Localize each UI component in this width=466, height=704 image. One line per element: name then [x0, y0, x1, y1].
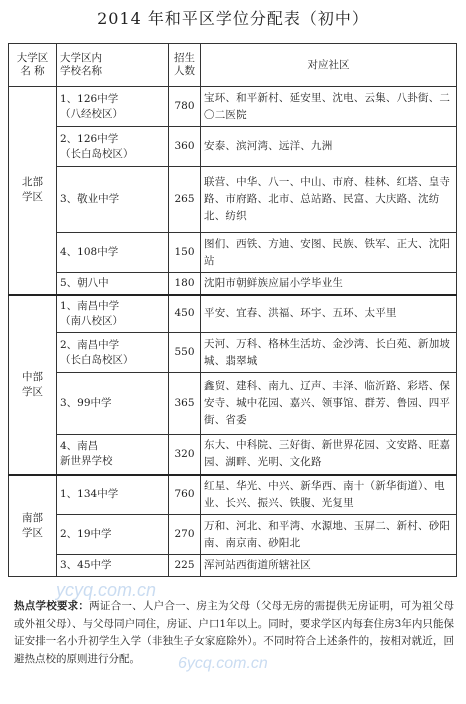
page-title: 2014 年和平区学位分配表（初中） — [97, 9, 369, 28]
table-header-row — [9, 44, 457, 87]
school-name: 3、敬业中学 — [57, 167, 169, 233]
header-school: 大学区内 学校名称 — [57, 44, 169, 87]
community-list: 图们、西铁、方迪、安图、民族、铁军、正大、沈阳站 — [201, 233, 457, 273]
district-south: 南部 学区 — [9, 475, 57, 577]
header-community: 对应社区 — [201, 44, 457, 87]
table-row — [9, 295, 457, 333]
school-name: 2、19中学 — [57, 515, 169, 555]
community-list: 天河、万科、格林生活坊、金沙湾、长白苑、新加坡城、翡翠城 — [201, 333, 457, 373]
enroll-count: 270 — [169, 515, 201, 555]
enroll-count: 265 — [169, 167, 201, 233]
school-name: 3、45中学 — [57, 555, 169, 577]
school-name: 5、朝八中 — [57, 273, 169, 295]
school-name: 1、134中学 — [57, 475, 169, 515]
table-row — [9, 435, 457, 475]
enroll-count: 450 — [169, 295, 201, 333]
note-label: 热点学校要求： — [14, 600, 90, 612]
allocation-table — [8, 43, 457, 577]
enroll-count: 365 — [169, 373, 201, 435]
community-list: 平安、宜春、洪福、环宇、五环、太平里 — [201, 295, 457, 333]
enroll-count: 180 — [169, 273, 201, 295]
table-row — [9, 167, 457, 233]
table-row — [9, 475, 457, 515]
school-name: 2、126中学 （长白岛校区） — [57, 127, 169, 167]
enroll-count: 320 — [169, 435, 201, 475]
community-list: 鑫贸、建科、南九、辽声、丰泽、临沂路、彩塔、保安寺、城中花园、嘉兴、领事馆、群芳、鲁园、四平街、省委 — [201, 373, 457, 435]
school-name: 4、108中学 — [57, 233, 169, 273]
enroll-count: 225 — [169, 555, 201, 577]
header-enroll: 招生 人数 — [169, 44, 201, 87]
enroll-count: 760 — [169, 475, 201, 515]
table-row — [9, 373, 457, 435]
watermark-top: ycyq.com.cn — [56, 580, 157, 600]
community-list: 沈阳市朝鲜族应届小学毕业生 — [201, 273, 457, 295]
school-name: 2、南昌中学 （长白岛校区） — [57, 333, 169, 373]
school-name: 1、南昌中学 （南八校区） — [57, 295, 169, 333]
district-north: 北部 学区 — [9, 87, 57, 295]
table-row — [9, 515, 457, 555]
community-list: 红星、华光、中兴、新华西、南十（新华街道）、电业、长兴、振兴、铁腹、光复里 — [201, 475, 457, 515]
school-name: 4、南昌 新世界学校 — [57, 435, 169, 475]
table-row — [9, 333, 457, 373]
school-name: 1、126中学 （八经校区） — [57, 87, 169, 127]
table-row — [9, 233, 457, 273]
table-row — [9, 555, 457, 577]
enroll-count: 150 — [169, 233, 201, 273]
watermark-bottom: 6ycq.com.cn — [178, 655, 268, 672]
note-text: 两证合一、人户合一、房主为父母（父母无房的需提供无房证明，可为祖父母或外祖父母）、与父母同户同住，房证、户口1年以上。同时，要求学区内每套住房3年内只能保证安排一名小升初学生入学（非独生子女家庭除外）。不同时符合上述条件的，按相对就近，回避热点校的原则进行分配。 — [14, 600, 455, 665]
header-district: 大学区 名 称 — [9, 44, 57, 87]
table-row — [9, 87, 457, 127]
community-list: 联营、中华、八一、中山、市府、桂林、红塔、皇寺路、市府路、北市、总站路、民富、大庆路、沈纺北、纺织 — [201, 167, 457, 233]
enroll-count: 780 — [169, 87, 201, 127]
enroll-count: 360 — [169, 127, 201, 167]
community-list: 宝环、和平新村、延安里、沈电、云集、八卦街、二〇二医院 — [201, 87, 457, 127]
enroll-count: 550 — [169, 333, 201, 373]
table-row — [9, 127, 457, 167]
school-name: 3、99中学 — [57, 373, 169, 435]
table-row — [9, 273, 457, 295]
district-middle: 中部 学区 — [9, 295, 57, 475]
community-list: 安泰、滨河湾、远洋、九洲 — [201, 127, 457, 167]
community-list: 浑河站西街道所辖社区 — [201, 555, 457, 577]
community-list: 东大、中科院、三好街、新世界花园、文安路、旺嘉园、湖畔、光明、文化路 — [201, 435, 457, 475]
community-list: 万和、河北、和平湾、水源地、玉屏二、新村、砂阳南、南京南、砂阳北 — [201, 515, 457, 555]
